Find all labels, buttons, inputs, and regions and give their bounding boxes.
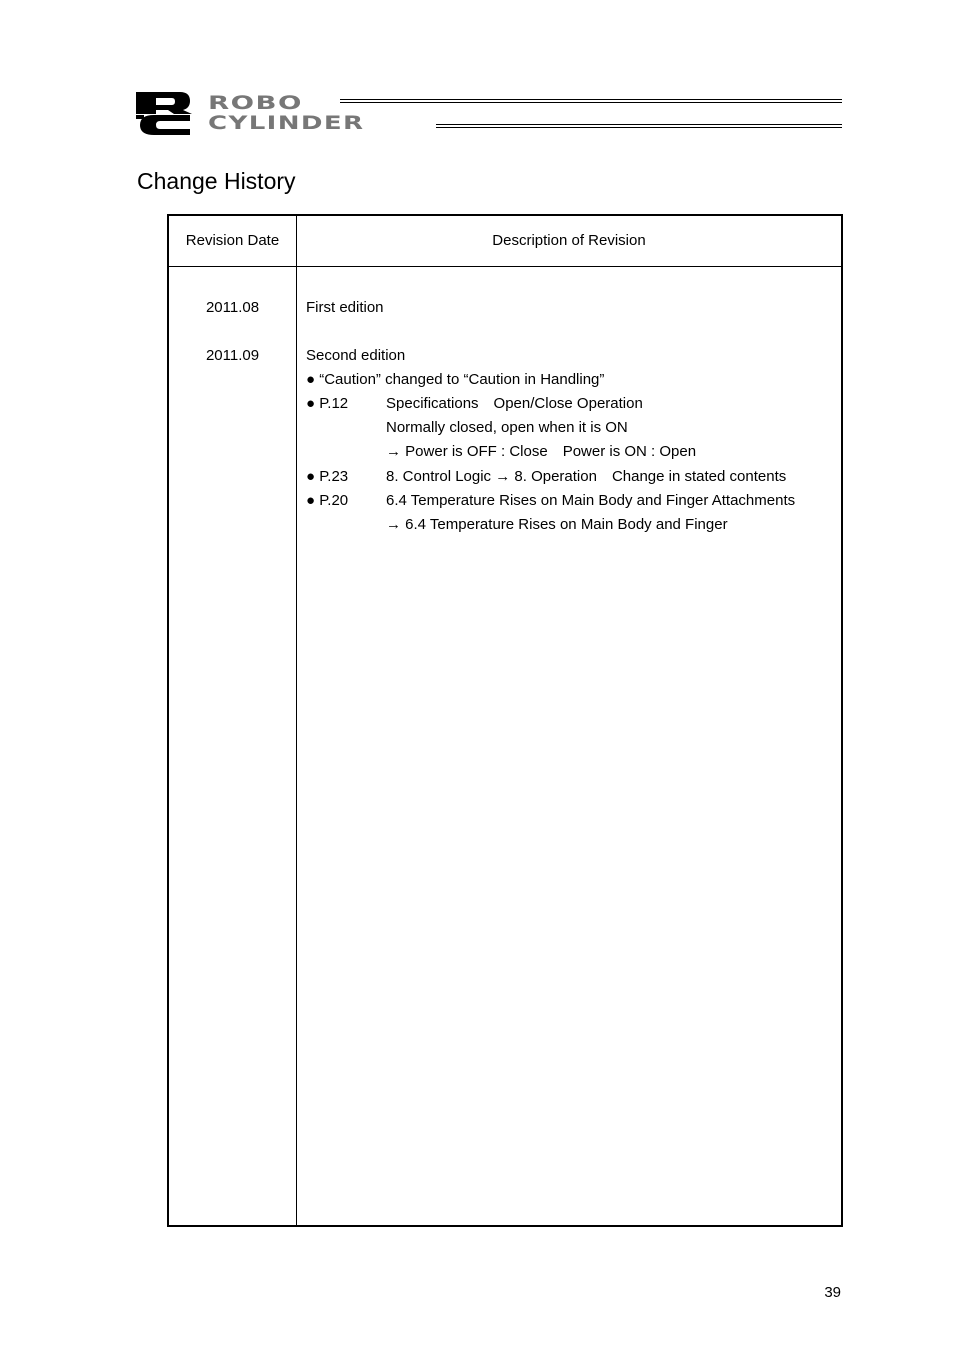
- page-number: 39: [824, 1284, 841, 1301]
- logo-text-cylinder: CYLINDER: [208, 112, 365, 134]
- page-reference: ● P.23: [306, 468, 349, 485]
- rc-logo-icon: [136, 90, 202, 136]
- revision-date: 2011.09: [205, 347, 260, 364]
- robo-cylinder-logo: [136, 90, 842, 138]
- header-rule-bottom: [436, 124, 842, 128]
- revision-item-continuation: Normally closed, open when it is ON: [386, 419, 628, 436]
- revision-description: First edition: [306, 299, 384, 316]
- revision-item-text: 8. Control Logic → 8. Operation Change in stated contents: [386, 468, 787, 485]
- header-divider: [169, 266, 841, 267]
- revision-item: [306, 489, 795, 513]
- page-title: Change History: [137, 168, 296, 194]
- revision-item-continuation: → 6.4 Temperature Rises on Main Body and Finger: [386, 516, 728, 533]
- revision-item: [306, 392, 643, 416]
- revision-item-continuation: → Power is OFF : Close Power is ON : Open: [386, 443, 697, 460]
- logo-text-robo: ROBO: [208, 92, 303, 114]
- revision-item-text: 6.4 Temperature Rises on Main Body and Finger Attachments: [386, 492, 796, 509]
- revision-item: [306, 465, 786, 489]
- page-reference: ● P.20: [306, 492, 349, 509]
- column-divider: [296, 216, 297, 1225]
- column-header-description: Description of Revision: [492, 232, 646, 249]
- revision-bullet: ● “Caution” changed to “Caution in Handling”: [306, 371, 605, 388]
- change-history-table: [167, 214, 843, 1227]
- page-reference: ● P.12: [306, 395, 349, 412]
- revision-item-text: Specifications Open/Close Operation: [386, 395, 643, 412]
- revision-description: Second edition: [306, 347, 406, 364]
- revision-date: 2011.08: [205, 299, 260, 316]
- header-rule-top: [340, 99, 842, 103]
- column-header-revision-date: Revision Date: [185, 232, 280, 249]
